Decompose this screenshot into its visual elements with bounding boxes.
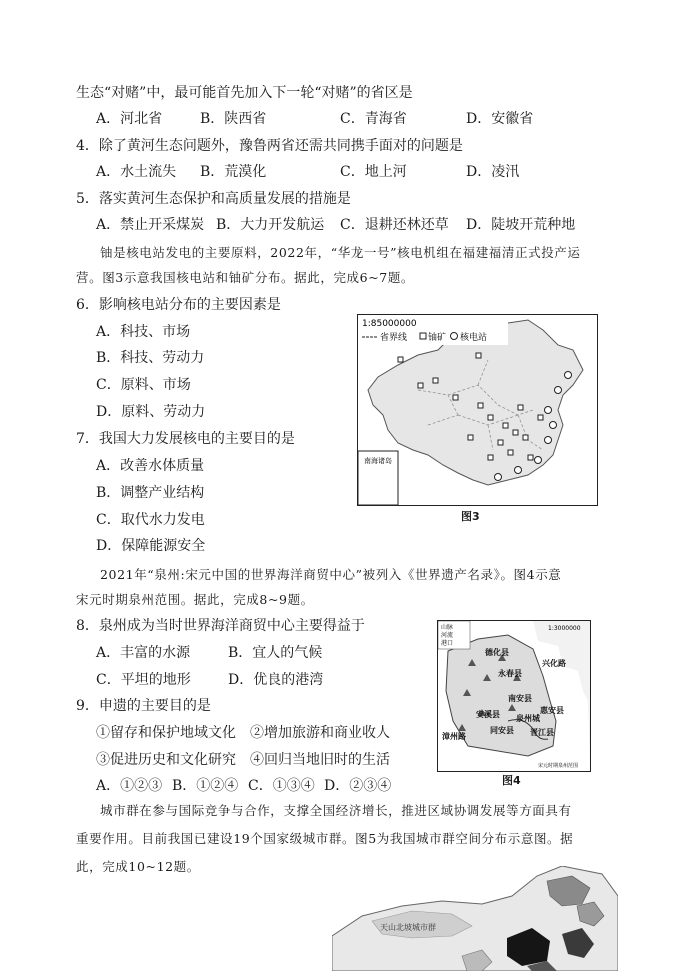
intro-paragraph-3-line-2: 重要作用。目前我国已建设19个国家级城市群。图5为我国城市群空间分布示意图。据	[76, 831, 574, 846]
option-a: A．禁止开采煤炭	[96, 217, 205, 233]
q9-item-1: ①留存和保护地域文化	[96, 725, 236, 741]
place-anxi: 安溪县	[476, 710, 500, 719]
q7-option-b: B．调整产业结构	[96, 485, 205, 501]
intro-paragraph-2-line-1: 2021年“泉州:宋元中国的世界海洋商贸中心”被列入《世界遗产名录》。图4示意	[100, 567, 562, 582]
fig4-legend-river: 河流	[441, 632, 454, 639]
q5-stem: 5．落实黄河生态保护和高质量发展的措施是	[76, 191, 351, 207]
option-c: C．地上河	[340, 164, 407, 180]
q8-stem: 8．泉州成为当时世界海洋商贸中心主要得益于	[76, 618, 365, 634]
intro-paragraph-2-line-2: 宋元时期泉州范围。据此，完成8~9题。	[76, 592, 314, 607]
fig3-legend-border: 省界线	[380, 333, 408, 343]
q3-stem-tail: 生态“对赌”中，最可能首先加入下一轮“对赌”的省区是	[76, 85, 413, 101]
figure-3-caption: 图3	[461, 510, 480, 523]
option-c: C．青海省	[340, 111, 407, 127]
place-huian: 惠安县	[540, 706, 564, 715]
figure-3-map	[357, 314, 598, 506]
q7-option-a: A．改善水体质量	[96, 458, 205, 474]
intro-paragraph-3-line-1: 城市群在参与国际竞争与合作，支撑全国经济增长，推进区域协调发展等方面具有	[100, 803, 572, 818]
quanzhou-map-graphic	[438, 621, 590, 771]
q6-option-c: C．原料、市场	[96, 377, 191, 393]
q9-option-c: C．①③④	[248, 778, 315, 794]
intro-paragraph-1-line-2: 营。图3示意我国核电站和铀矿分布。据此，完成6~7题。	[76, 270, 415, 285]
q9-stem: 9．申遗的主要目的是	[76, 698, 211, 714]
q6-option-a: A．科技、市场	[96, 324, 191, 340]
option-c: C．退耕还林还草	[340, 217, 449, 233]
q7-option-d: D．保障能源安全	[96, 538, 206, 554]
place-nanan: 南安县	[508, 694, 532, 703]
fig3-legend-plant: 核电站	[460, 333, 488, 343]
option-b: B．大力开发航运	[216, 217, 325, 233]
figure-5-map	[332, 866, 618, 971]
q6-option-d: D．原料、劳动力	[96, 404, 206, 420]
fig3-inset-label: 南海诸岛	[364, 457, 392, 465]
place-tongan: 同安县	[490, 726, 514, 735]
option-b: B．陕西省	[200, 111, 267, 127]
q8-option-c: C．平坦的地形	[96, 672, 191, 688]
place-xinghua: 兴化路	[542, 659, 566, 668]
option-d: D．凌汛	[466, 164, 520, 180]
q6-stem: 6．影响核电站分布的主要因素是	[76, 297, 281, 313]
q8-option-a: A．丰富的水源	[96, 645, 191, 661]
q9-item-4: ④回归当地旧时的生活	[250, 752, 390, 768]
option-b: B．荒漠化	[200, 164, 267, 180]
place-yongchun: 永春县	[498, 669, 522, 678]
q4-stem: 4．除了黄河生态问题外，豫鲁两省还需共同携手面对的问题是	[76, 138, 463, 154]
q8-option-b: B．宜人的气候	[228, 645, 323, 661]
fig4-legend-port: 港口	[441, 640, 454, 647]
fig4-footer: 宋元时期泉州范围	[538, 763, 579, 769]
place-quanzhou-city: 泉州城	[516, 714, 540, 723]
city-cluster-map-graphic	[332, 866, 618, 971]
q9-item-2: ②增加旅游和商业收人	[250, 725, 390, 741]
q9-option-a: A．①②③	[96, 778, 163, 794]
fig3-legend-uranium: 铀矿	[428, 333, 447, 343]
option-a: A．水土流失	[96, 164, 177, 180]
option-d: D．安徽省	[466, 111, 534, 127]
intro-paragraph-1-line-1: 铀是核电站发电的主要原料，2022年，“华龙一号”核电机组在福建福清正式投产运	[100, 245, 581, 260]
q9-item-3: ③促进历史和文化研究	[96, 752, 236, 768]
china-map-graphic	[358, 315, 597, 505]
place-zhangzhou: 漳州路	[442, 732, 466, 741]
intro-paragraph-3-line-3: 此，完成10~12题。	[76, 859, 200, 874]
q8-option-d: D．优良的港湾	[228, 672, 324, 688]
q7-stem: 7．我国大力发展核电的主要目的是	[76, 431, 295, 447]
option-a: A．河北省	[96, 111, 163, 127]
q9-option-d: D．②③④	[324, 778, 392, 794]
q6-option-b: B．科技、劳动力	[96, 350, 205, 366]
figure-4-caption: 图4	[502, 774, 521, 787]
place-jinjiang: 晋江县	[530, 728, 554, 737]
option-d: D．陡坡开荒种地	[466, 217, 576, 233]
place-dehua: 德化县	[485, 648, 509, 657]
q9-option-b: B．①②④	[172, 778, 239, 794]
fig3-scale: 1:85000000	[362, 319, 417, 329]
fig4-legend-mountain: 山脉	[441, 624, 454, 631]
fig4-scale: 1:3000000	[548, 625, 581, 632]
q7-option-c: C．取代水力发电	[96, 512, 205, 528]
figure-4-map	[437, 620, 591, 772]
fig5-label-tianshan: 天山北坡城市群	[380, 923, 436, 932]
